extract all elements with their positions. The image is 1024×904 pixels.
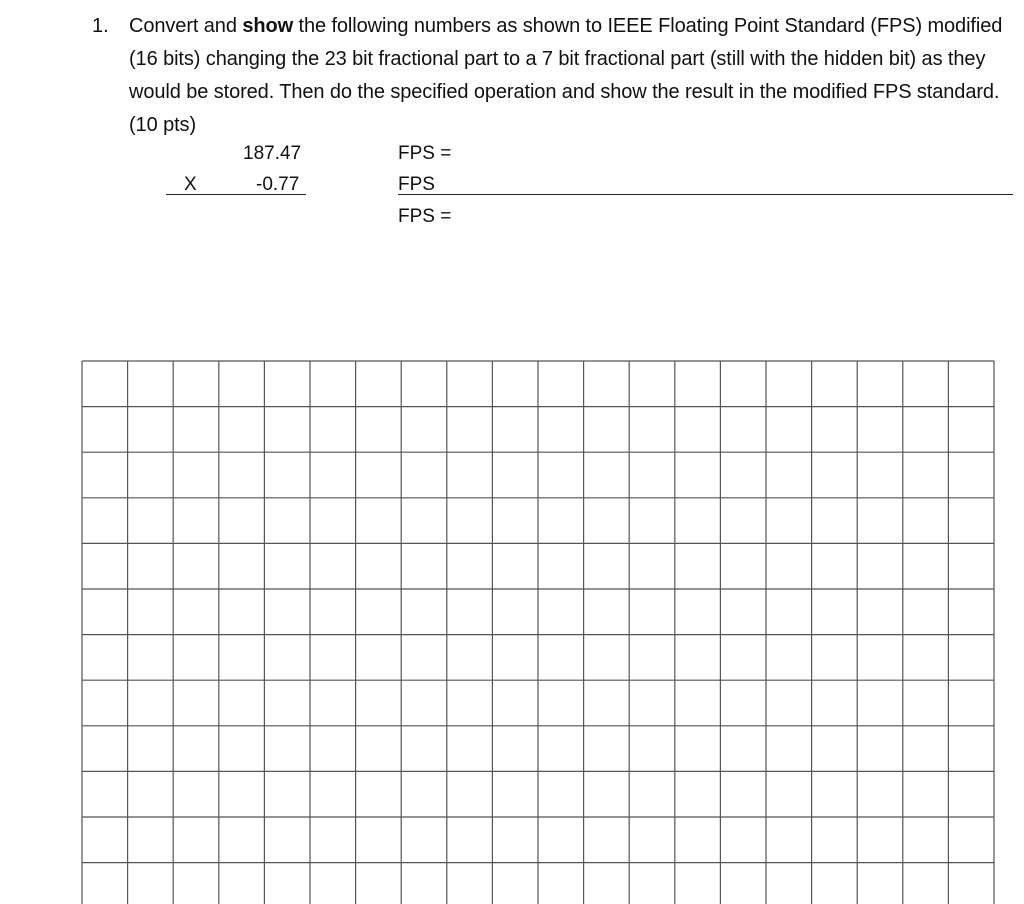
operand-1: 187.47 [243,143,302,164]
fps-label-1: FPS = [398,143,452,164]
question-text-bold: show [242,15,294,37]
operand-2: -0.77 [256,174,300,195]
question-text-part1: Convert and [129,15,243,37]
question-text-part2: the following numbers as shown to IEEE Floating Point Standard (FPS) modified (16 bits) changing the 23 bit fractional part to a 7 bit fractional part (still with the hidden bit) as they would be stored. Then do the specified operation and show the result in the modified FPS standard. (10 pts) [129,15,1003,136]
fps-result-label: FPS = [398,206,452,227]
fps-label-2: FPS [398,174,435,195]
operator-multiply: X [184,174,197,195]
question-number: 1. [92,15,109,37]
